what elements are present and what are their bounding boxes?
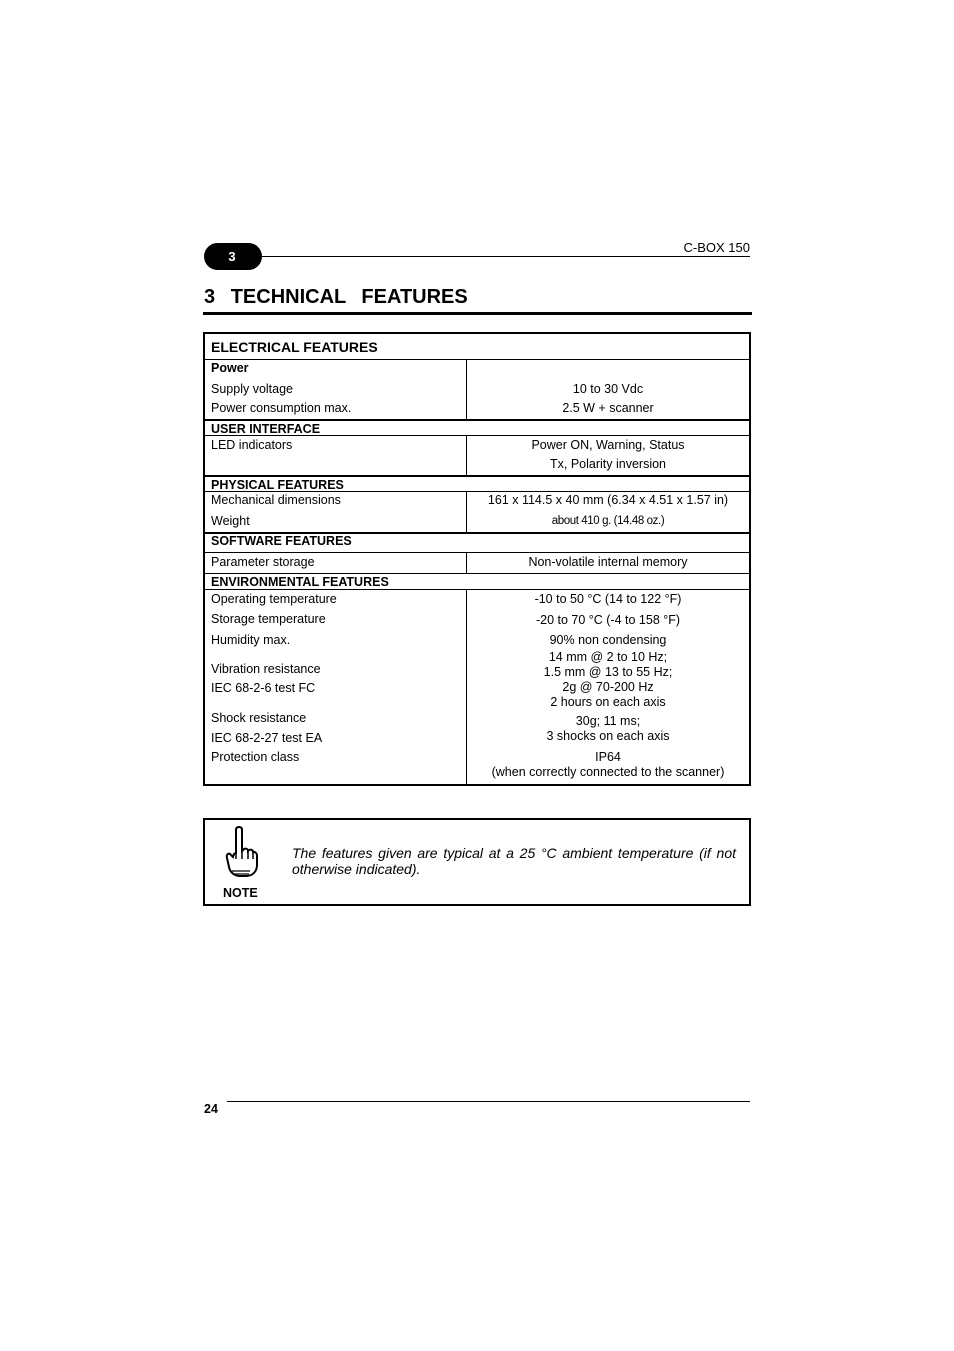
section-user-interface-heading: USER INTERFACE [205,419,749,436]
protection-value-1: IP64 [595,750,621,764]
shock-value-2: 3 shocks on each axis [546,729,670,743]
row-label: Weight [211,514,250,528]
humidity-label: Humidity max. [211,633,291,647]
row-value [466,436,749,475]
power-subheading: Power [211,361,249,375]
row-label: LED indicators [211,438,293,452]
row-value: 2.5 W + scanner [466,400,749,419]
page-number: 24 [204,1102,218,1116]
row-value: 10 to 30 Vdc [466,380,749,400]
note-box [203,818,751,906]
operating-temperature-value: -10 to 50 °C (14 to 122 °F) [534,592,682,606]
table-row [205,492,749,512]
title-rule [203,312,752,315]
shock-label: Shock resistance [211,711,307,725]
vibration-value-1: 14 mm @ 2 to 10 Hz; [548,650,668,664]
chapter-number: 3 [228,249,236,264]
pointing-hand-icon [224,825,258,879]
spec-table [203,332,751,786]
vibration-value-4: 2 hours on each axis [550,695,666,709]
section-environmental-heading: ENVIRONMENTAL FEATURES [205,573,749,590]
row-label: Supply voltage [211,382,294,396]
table-row [205,436,749,475]
section-electrical-heading: ELECTRICAL FEATURES [205,334,749,360]
vibration-label: Vibration resistance [211,662,321,676]
environmental-values [466,590,749,784]
footer-rule [227,1101,750,1102]
environmental-labels [205,590,466,784]
table-row [205,553,749,573]
table-row-environmental [205,590,749,784]
row-value: 161 x 114.5 x 40 mm (6.34 x 4.51 x 1.57 in) [466,492,749,512]
row-value: about 410 g. (14.48 oz.) [466,512,749,532]
led-value-line-2: Tx, Polarity inversion [549,457,666,471]
table-row [205,380,749,400]
led-value-line-1: Power ON, Warning, Status [531,438,685,452]
protection-value-2: (when correctly connected to the scanner) [491,765,725,779]
page-title [204,286,468,309]
section-software-heading: SOFTWARE FEATURES [205,532,749,553]
table-row [205,400,749,419]
vibration-value-2: 1.5 mm @ 13 to 55 Hz; [543,665,673,679]
storage-temperature-label: Storage temperature [211,612,326,626]
note-text: The features given are typical at a 25 °C ambient temperature (if not otherwise indicated). [292,845,736,877]
header-product-name: C-BOX 150 [683,240,750,255]
title-number: 3 [204,286,216,308]
row-label: Mechanical dimensions [211,493,341,507]
chapter-badge [204,243,262,270]
table-row-power [205,360,749,380]
header-rule [262,256,750,257]
storage-temperature-value: -20 to 70 °C (-4 to 158 °F) [535,613,681,627]
vibration-value-3: 2g @ 70-200 Hz [562,680,654,694]
row-label: Parameter storage [211,555,315,569]
shock-standard-label: IEC 68-2-27 test EA [211,731,323,745]
row-label: Power consumption max. [211,401,352,415]
shock-value-1: 30g; 11 ms; [575,714,641,728]
row-value: Non-volatile internal memory [466,553,749,573]
operating-temperature-label: Operating temperature [211,592,337,606]
table-row [205,512,749,532]
humidity-value: 90% non condensing [549,633,667,647]
title-text: TECHNICAL FEATURES [230,286,468,308]
vibration-standard-label: IEC 68-2-6 test FC [211,681,316,695]
note-label: NOTE [223,886,258,900]
section-physical-heading: PHYSICAL FEATURES [205,475,749,492]
protection-label: Protection class [211,750,300,764]
